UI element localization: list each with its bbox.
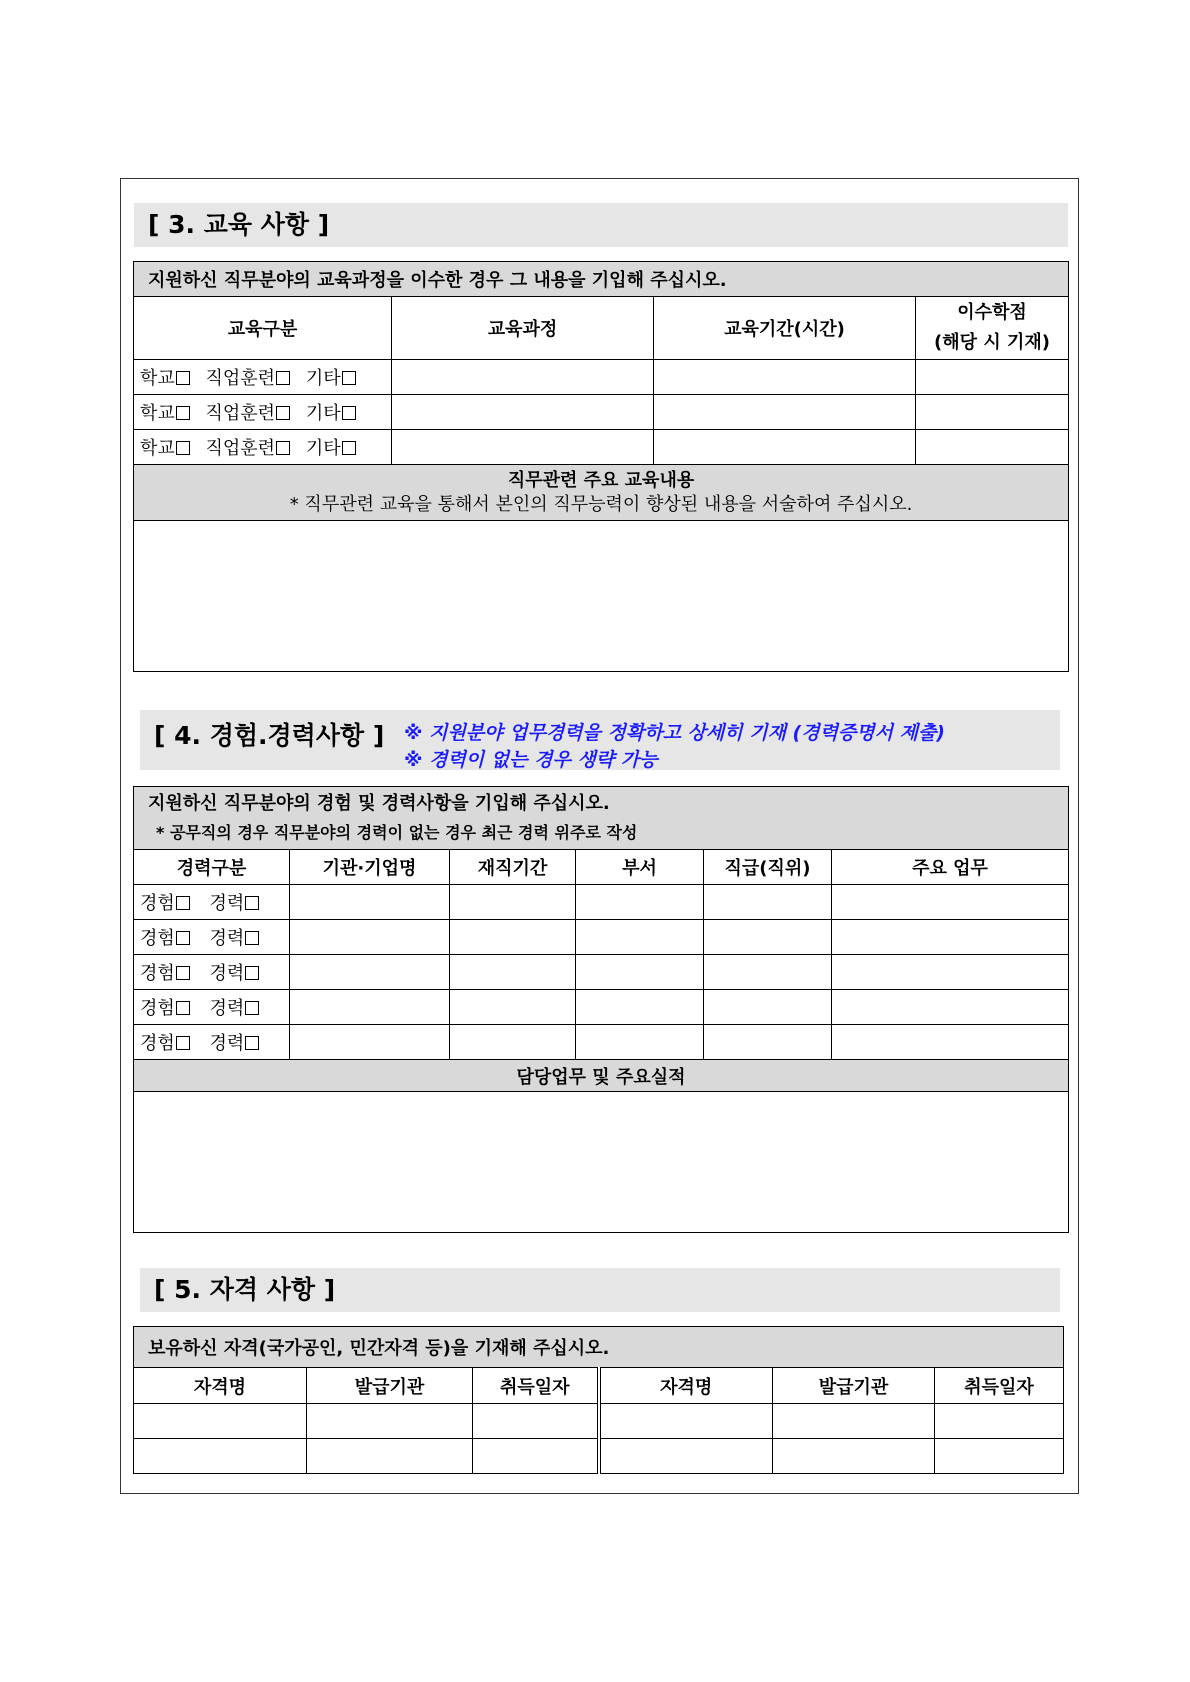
career-table xyxy=(133,786,1069,1233)
position-field[interactable] xyxy=(704,920,832,955)
career-type-cell xyxy=(134,990,290,1025)
career-note-2: ※ 경력이 없는 경우 생략 가능 xyxy=(404,749,658,771)
option-label: 경험 xyxy=(140,998,175,1019)
career-detail-header: 담당업무 및 주요실적 xyxy=(134,1060,1069,1092)
career-type-cell xyxy=(134,1025,290,1060)
career-intro xyxy=(134,787,1069,850)
section-4-title-text: [ 4. 경험.경력사항 ] xyxy=(154,721,385,750)
option-label: 직업훈련 xyxy=(205,368,276,389)
course-field[interactable] xyxy=(392,360,654,395)
certificate-name-field[interactable] xyxy=(134,1404,307,1439)
col-education-type: 교육구분 xyxy=(134,297,392,360)
career-intro-note: * 공무직의 경우 직무분야의 경력이 없는 경우 최근 경력 위주로 작성 xyxy=(156,823,638,842)
department-field[interactable] xyxy=(576,1025,704,1060)
table-row xyxy=(134,360,1069,395)
education-detail-header xyxy=(134,465,1069,521)
education-intro: 지원하신 직무분야의 교육과정을 이수한 경우 그 내용을 기입해 주십시오. xyxy=(134,262,1069,297)
vocational-checkbox[interactable] xyxy=(276,371,290,385)
school-checkbox[interactable] xyxy=(176,371,190,385)
credits-field[interactable] xyxy=(916,430,1069,465)
col-department: 부서 xyxy=(576,850,704,885)
option-label: 경력 xyxy=(209,963,245,984)
table-row xyxy=(134,1025,1069,1060)
table-row xyxy=(134,885,1069,920)
department-field[interactable] xyxy=(576,885,704,920)
table-row xyxy=(134,430,1069,465)
col-credits-label: 이수학점 xyxy=(957,302,1027,323)
education-type-cell xyxy=(134,430,392,465)
col-certificate-name: 자격명 xyxy=(134,1368,307,1404)
option-label: 경험 xyxy=(140,963,175,984)
issuer-field[interactable] xyxy=(773,1439,935,1474)
education-type-cell xyxy=(134,360,392,395)
other-checkbox[interactable] xyxy=(342,441,356,455)
option-label: 직업훈련 xyxy=(205,438,276,459)
acquired-date-field[interactable] xyxy=(473,1404,599,1439)
col-employment-period: 재직기간 xyxy=(450,850,576,885)
other-checkbox[interactable] xyxy=(342,371,356,385)
education-type-cell xyxy=(134,395,392,430)
education-table xyxy=(133,261,1069,672)
col-main-duties: 주요 업무 xyxy=(832,850,1069,885)
department-field[interactable] xyxy=(576,955,704,990)
option-label: 경험 xyxy=(140,1033,175,1054)
school-checkbox[interactable] xyxy=(176,441,190,455)
option-label: 경력 xyxy=(209,998,245,1019)
career-checkbox[interactable] xyxy=(245,1036,259,1050)
col-organization: 기관·기업명 xyxy=(290,850,450,885)
table-row xyxy=(134,395,1069,430)
table-row xyxy=(134,1439,1064,1474)
table-row xyxy=(134,990,1069,1025)
option-label: 기타 xyxy=(305,368,341,389)
period-field[interactable] xyxy=(654,395,916,430)
col-acquired-date-2: 취득일자 xyxy=(935,1368,1064,1404)
certificate-table xyxy=(133,1326,1064,1474)
section-5-title: [ 5. 자격 사항 ] xyxy=(140,1268,1060,1312)
vocational-checkbox[interactable] xyxy=(276,406,290,420)
employment-period-field[interactable] xyxy=(450,1025,576,1060)
main-duties-field[interactable] xyxy=(832,885,1069,920)
organization-field[interactable] xyxy=(290,1025,450,1060)
col-career-type: 경력구분 xyxy=(134,850,290,885)
section-3-title: [ 3. 교육 사항 ] xyxy=(134,203,1068,247)
option-label: 학교 xyxy=(140,403,175,424)
certificate-intro: 보유하신 자격(국가공인, 민간자격 등)을 기재해 주십시오. xyxy=(134,1327,1064,1368)
table-row xyxy=(134,1404,1064,1439)
col-acquired-date: 취득일자 xyxy=(473,1368,599,1404)
issuer-field[interactable] xyxy=(307,1404,473,1439)
position-field[interactable] xyxy=(704,955,832,990)
acquired-date-field[interactable] xyxy=(935,1439,1064,1474)
option-label: 기타 xyxy=(305,403,341,424)
col-issuer-2: 발급기관 xyxy=(773,1368,935,1404)
option-label: 경험 xyxy=(140,928,175,949)
experience-checkbox[interactable] xyxy=(176,896,190,910)
course-field[interactable] xyxy=(392,395,654,430)
col-credits-sub: (해당 시 기재) xyxy=(934,332,1050,353)
career-type-cell xyxy=(134,920,290,955)
acquired-date-field[interactable] xyxy=(935,1404,1064,1439)
col-certificate-name-2: 자격명 xyxy=(599,1368,773,1404)
acquired-date-field[interactable] xyxy=(473,1439,599,1474)
position-field[interactable] xyxy=(704,885,832,920)
education-detail-note: * 직무관련 교육을 통해서 본인의 직무능력이 향상된 내용을 서술하여 주십시오. xyxy=(289,493,913,515)
organization-field[interactable] xyxy=(290,920,450,955)
col-issuer: 발급기관 xyxy=(307,1368,473,1404)
vocational-checkbox[interactable] xyxy=(276,441,290,455)
experience-checkbox[interactable] xyxy=(176,1001,190,1015)
other-checkbox[interactable] xyxy=(342,406,356,420)
period-field[interactable] xyxy=(654,430,916,465)
option-label: 경력 xyxy=(209,1033,245,1054)
education-detail-title: 직무관련 주요 교육내용 xyxy=(507,469,695,491)
issuer-field[interactable] xyxy=(773,1404,935,1439)
career-checkbox[interactable] xyxy=(245,896,259,910)
experience-checkbox[interactable] xyxy=(176,931,190,945)
option-label: 직업훈련 xyxy=(205,403,276,424)
credits-field[interactable] xyxy=(916,395,1069,430)
school-checkbox[interactable] xyxy=(176,406,190,420)
position-field[interactable] xyxy=(704,1025,832,1060)
option-label: 학교 xyxy=(140,368,175,389)
issuer-field[interactable] xyxy=(307,1439,473,1474)
employment-period-field[interactable] xyxy=(450,885,576,920)
main-duties-field[interactable] xyxy=(832,955,1069,990)
option-label: 경력 xyxy=(209,928,245,949)
certificate-name-field[interactable] xyxy=(599,1439,773,1474)
table-row xyxy=(134,920,1069,955)
certificate-name-field[interactable] xyxy=(134,1439,307,1474)
career-intro-text: 지원하신 직무분야의 경험 및 경력사항을 기입해 주십시오. xyxy=(148,793,610,814)
experience-checkbox[interactable] xyxy=(176,966,190,980)
career-checkbox[interactable] xyxy=(245,1001,259,1015)
career-checkbox[interactable] xyxy=(245,931,259,945)
col-education-course: 교육과정 xyxy=(392,297,654,360)
option-label: 학교 xyxy=(140,438,175,459)
table-row xyxy=(134,955,1069,990)
position-field[interactable] xyxy=(704,990,832,1025)
career-type-cell xyxy=(134,955,290,990)
organization-field[interactable] xyxy=(290,955,450,990)
course-field[interactable] xyxy=(392,430,654,465)
department-field[interactable] xyxy=(576,920,704,955)
col-credits xyxy=(916,297,1069,360)
employment-period-field[interactable] xyxy=(450,990,576,1025)
employment-period-field[interactable] xyxy=(450,920,576,955)
period-field[interactable] xyxy=(654,360,916,395)
department-field[interactable] xyxy=(576,990,704,1025)
credits-field[interactable] xyxy=(916,360,1069,395)
main-duties-field[interactable] xyxy=(832,920,1069,955)
employment-period-field[interactable] xyxy=(450,955,576,990)
organization-field[interactable] xyxy=(290,990,450,1025)
experience-checkbox[interactable] xyxy=(176,1036,190,1050)
education-detail-field[interactable] xyxy=(134,521,1069,672)
col-education-period: 교육기간(시간) xyxy=(654,297,916,360)
main-duties-field[interactable] xyxy=(832,990,1069,1025)
main-duties-field[interactable] xyxy=(832,1025,1069,1060)
career-checkbox[interactable] xyxy=(245,966,259,980)
organization-field[interactable] xyxy=(290,885,450,920)
career-note-1: ※ 지원분야 업무경력을 정확하고 상세히 기재 (경력증명서 제출) xyxy=(404,722,945,744)
col-position: 직급(직위) xyxy=(704,850,832,885)
option-label: 경험 xyxy=(140,893,175,914)
option-label: 경력 xyxy=(209,893,245,914)
option-label: 기타 xyxy=(305,438,341,459)
career-type-cell xyxy=(134,885,290,920)
certificate-name-field[interactable] xyxy=(599,1404,773,1439)
career-detail-field[interactable] xyxy=(134,1092,1069,1233)
